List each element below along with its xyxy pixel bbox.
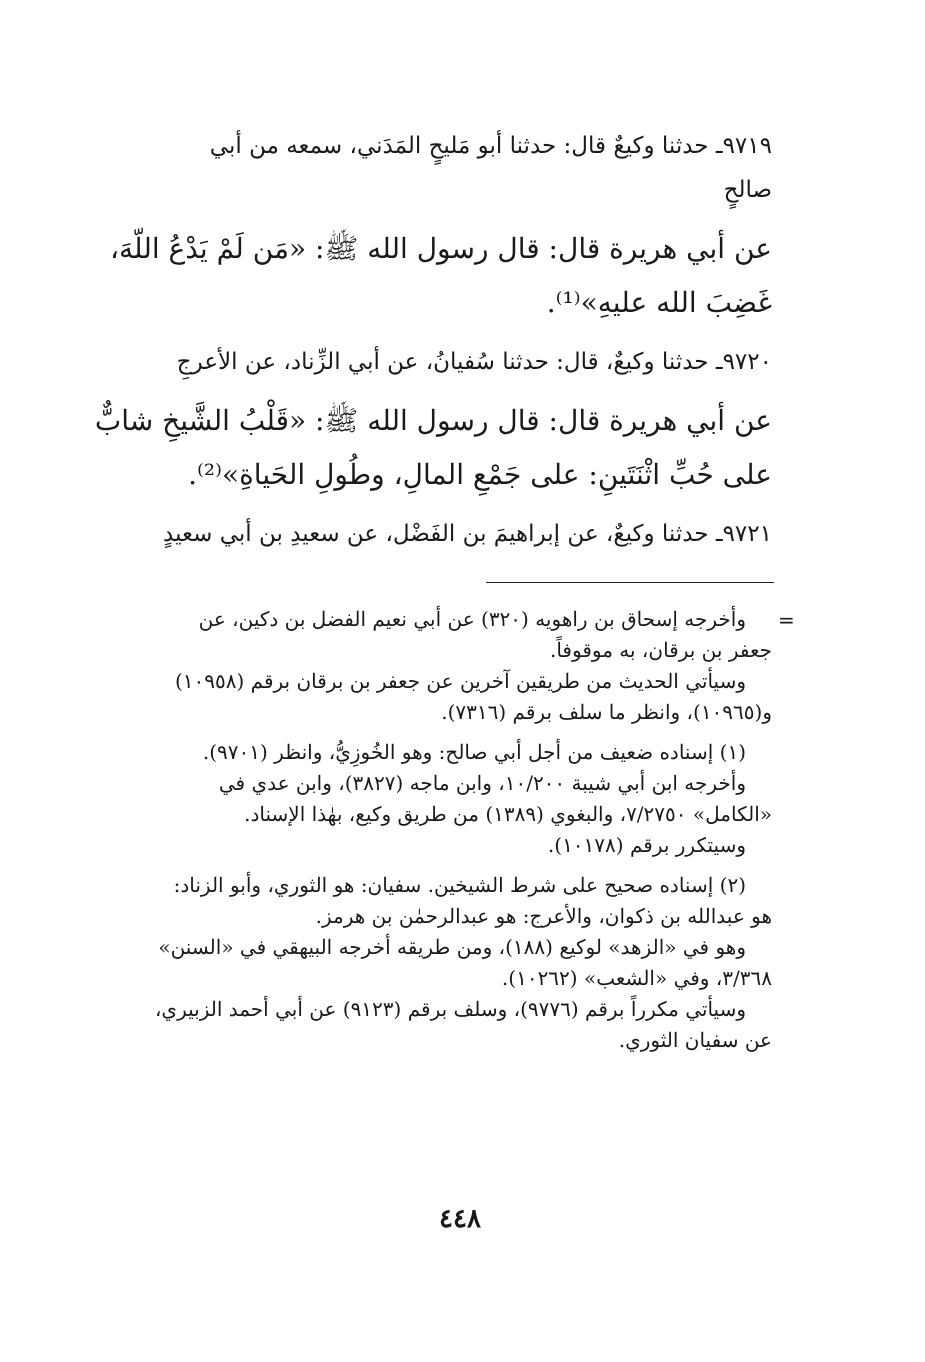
hadith-9719-matn-line2: غَضِبَ الله عليهِ»⁽¹⁾.	[546, 286, 772, 319]
hadith-9720-isnad-line1: ٩٧٢٠ـ حدثنا وكيعٌ، قال: حدثنا سُفيانُ، عن أبي الزِّناد، عن الأعرجِ	[176, 349, 772, 375]
footnote-2-line: ٣/٣٦٨، وفي «الشعب» (١٠٢٦٢).	[501, 966, 772, 990]
footnote-cont-line: جعفر بن برقان، به موقوفاً.	[549, 638, 772, 662]
footnote-1-line: «الكامل» ٧/٢٧٥٠، والبغوي (١٣٨٩) من طريق وكيع، بهٰذا الإسناد.	[244, 802, 772, 826]
hadith-9720-matn-line2: على حُبِّ اثْنَتَينِ: على جَمْعِ المالِ، وطُولِ الحَياةِ»⁽²⁾.	[188, 458, 772, 491]
footnote-2-line: وهو في «الزهد» لوكيع (١٨٨)، ومن طريقه أخرجه البيهقي في «السنن»	[158, 935, 746, 959]
footnotes-block	[70, 604, 772, 1056]
footnote-cont-line: وسيأتي الحديث من طريقين آخرين عن جعفر بن برقان برقم (١٠٩٥٨)	[174, 669, 746, 693]
hadith-9720-matn-line1: عن أبي هريرة قال: قال رسول الله ﷺ: «قَلْبُ الشَّيخِ شابٌّ	[94, 404, 772, 437]
footnote-2-line: وسيأتي مكرراً برقم (٩٧٧٦)، وسلف برقم (٩١٢٣) عن أبي أحمد الزبيري،	[154, 997, 746, 1021]
hadith-9719-isnad-line1: ٩٧١٩ـ حدثنا وكيعٌ قال: حدثنا أبو مَليحٍ المَدَني، سمعه من أبي	[209, 133, 772, 159]
hadith-text-block	[60, 124, 772, 556]
footnote-cont-line: و(١٠٩٦٥)، وانظر ما سلف برقم (٧٣١٦).	[441, 700, 772, 724]
footnote-1-line: (١) إسناده ضعيف من أجل أبي صالح: وهو الخُوزِيُّ، وانظر (٩٧٠١).	[202, 740, 746, 764]
footnote-2-line: (٢) إسناده صحيح على شرط الشيخين. سفيان: هو الثوري، وأبو الزناد:	[173, 873, 746, 897]
footnote-1-line: وسيتكرر برقم (١٠١٧٨).	[547, 833, 746, 857]
footnote-cont-line: وأخرجه إسحاق بن راهويه (٣٢٠) عن أبي نعيم الفضل بن دكين، عن	[198, 607, 746, 631]
hadith-9719-isnad-line2: صالحٍ	[723, 177, 772, 203]
footnote-2-line: هو عبدالله بن ذكوان، والأعرج: هو عبدالرحمٰن بن هرمز.	[315, 904, 772, 928]
page-number: ٤٤٨	[439, 1204, 481, 1234]
footnote-separator	[486, 582, 774, 583]
footnote-continuation-mark: =	[778, 608, 795, 632]
hadith-9719-matn-line1: عن أبي هريرة قال: قال رسول الله ﷺ: «مَن لَمْ يَدْعُ اللّهَ،	[110, 232, 772, 265]
footnote-2-line: عن سفيان الثوري.	[618, 1028, 772, 1052]
hadith-9721-isnad-line1: ٩٧٢١ـ حدثنا وكيعٌ، عن إبراهيمَ بن الفَضْل، عن سعيدِ بن أبي سعيدٍ	[163, 521, 772, 547]
footnote-1-line: وأخرجه ابن أبي شيبة ١٠/٢٠٠، وابن ماجه (٣٨٢٧)، وابن عدي في	[218, 771, 746, 795]
